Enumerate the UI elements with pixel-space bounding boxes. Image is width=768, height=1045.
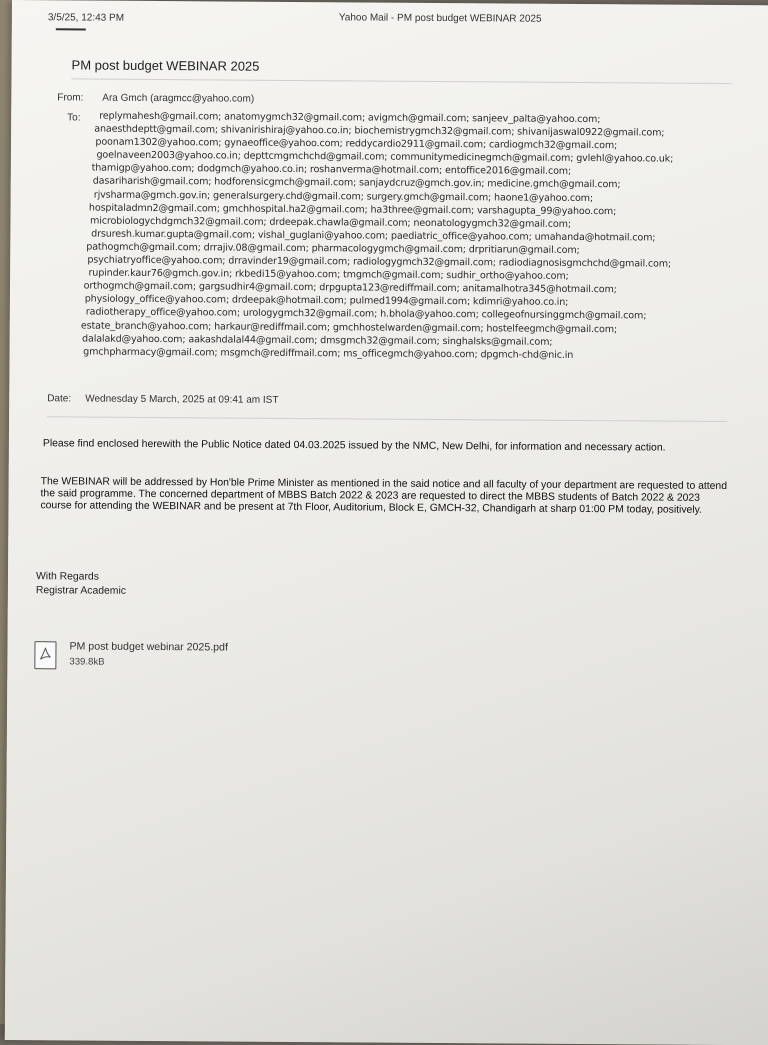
body-paragraph-1: Please find enclosed herewith the Public Notice dated 04.03.2025 issued by the NMC, New Delhi, for information and necessary action. [42, 438, 666, 454]
subject-divider [71, 78, 731, 84]
header-divider [47, 416, 727, 422]
email-subject: PM post budget WEBINAR 2025 [71, 57, 260, 74]
recipient-row[interactable]: orthogmch@gmail.com; gargsudhir4@gmail.com; drpgupta123@rediffmail.com; anitamalhotra345@hotmail.com; [83, 280, 617, 296]
recipient-list [80, 110, 748, 363]
signature [36, 570, 126, 599]
attachment-size: 339.8kB [69, 656, 105, 668]
from-label: From: [57, 92, 84, 104]
date-value: Wednesday 5 March, 2025 at 09:41 am IST [85, 393, 279, 406]
recipient-row[interactable]: replymahesh@gmail.com; anatomygmch32@gmail.com; avigmch@gmail.com; sanjeev_palta@yahoo.com; [99, 110, 601, 126]
recipient-row[interactable]: thamigp@yahoo.com; dodgmch@yahoo.co.in; roshanverma@hotmail.com; entoffice2016@gmail.com; [91, 162, 572, 178]
from-value[interactable]: Ara Gmch (aragmcc@yahoo.com) [102, 92, 255, 105]
recipient-row[interactable]: gmchpharmacy@gmail.com; msgmch@rediffmail.com; ms_officegmch@yahoo.com; dpgmch-chd@nic.in [83, 346, 574, 361]
signature-title: Registrar Academic [35, 585, 127, 597]
recipient-row[interactable]: pathogmch@gmail.com; drrajiv.08@gmail.com; pharmacologygmch@gmail.com; drpritiarun@gmail.com; [86, 241, 580, 256]
to-label: To: [67, 112, 81, 124]
recipient-row[interactable]: physiology_office@yahoo.com; drdeepak@hotmail.com; pulmed1994@gmail.com; kdimri@yahoo.co.in; [84, 293, 569, 309]
recipient-row[interactable]: estate_branch@yahoo.com; harkaur@rediffmail.com; gmchhostelwarden@gmail.com; hostelfeegmch@gmail.com; [80, 319, 618, 335]
recipient-row[interactable]: poonam1302@yahoo.com; gynaeoffice@yahoo.com; reddycardio2911@gmail.com; cardiogmch32@gmail.com; [95, 136, 618, 152]
recipient-row[interactable]: dalalakd@yahoo.com; aakashdalal44@gmail.com; dmsgmch32@gmail.com; singhalsks@gmail.com; [82, 333, 553, 348]
recipient-row[interactable]: goelnaveen2003@yahoo.co.in; depttcmgmchchd@gmail.com; communitymedicinegmch@gmail.com; gvlehl@yahoo.co.uk; [96, 149, 674, 165]
body-paragraph-2: The WEBINAR will be addressed by Hon'ble Prime Minister as mentioned in the said notice and all faculty of your department are requested to attend the said programme. The concerned department of MBBS Batch 2022 & 2023 are requested to direct the MBBS students of Batch 2022 & 2023 course for attending the WEBINAR and be present at 7th Floor, Auditorium, Block E, GMCH-32, Chandigarh at sharp 01:00 PM today, positively. [40, 476, 728, 516]
header-underline [56, 28, 86, 30]
recipient-row[interactable]: hospitaladmn2@gmail.com; gmchhospital.ha2@gmail.com; ha3three@gmail.com; varshagupta_99@yahoo.com; [88, 202, 617, 217]
recipient-row[interactable]: anaesthdeptt@gmail.com; shivanirishiraj@yahoo.co.in; biochemistrygmch32@gmail.com; shivanijaswal0922@gmail.com; [94, 123, 665, 139]
recipient-row[interactable]: radiotherapy_office@yahoo.com; urologygmch32@gmail.com; h.bhola@yahoo.com; collegeofnursinggmch@gmail.com; [85, 306, 647, 322]
pdf-file-icon[interactable] [34, 641, 56, 669]
attachment-filename[interactable]: PM post budget webinar 2025.pdf [69, 640, 228, 654]
printed-page [5, 0, 768, 1045]
recipient-row[interactable]: microbiologychdgmch32@gmail.com; drdeepak.chawla@gmail.com; neonatologygmch32@gmail.com; [90, 215, 571, 230]
print-datetime: 3/5/25, 12:43 PM [47, 12, 125, 24]
date-label: Date: [47, 393, 72, 405]
recipient-row[interactable]: rjvsharma@gmch.gov.in; generalsurgery.chd@gmail.com; surgery.gmch@gmail.com; haone1@yahoo.com; [93, 189, 594, 204]
signature-regards: With Regards [35, 571, 99, 583]
recipient-row[interactable]: dasariharish@gmail.com; hodforensicgmch@gmail.com; sanjaydcruz@gmch.gov.in; medicine.gmch@gmail.com; [92, 176, 621, 191]
recipient-row[interactable]: psychiatryoffice@yahoo.com; drravinder19@gmail.com; radiologygmch32@gmail.com; radiodiagnosisgmchchd@gmail.com; [87, 254, 672, 270]
recipient-row[interactable]: rupinder.kaur76@gmch.gov.in; rkbedi15@yahoo.com; tmgmch@gmail.com; sudhir_ortho@yahoo.com; [88, 267, 569, 283]
print-window-title: Yahoo Mail - PM post budget WEBINAR 2025 [338, 12, 542, 25]
recipient-row[interactable]: drsuresh.kumar.gupta@gmail.com; vishal_guglani@yahoo.com; paediatric_office@yahoo.com; umahanda@hotmail.com; [91, 228, 656, 244]
